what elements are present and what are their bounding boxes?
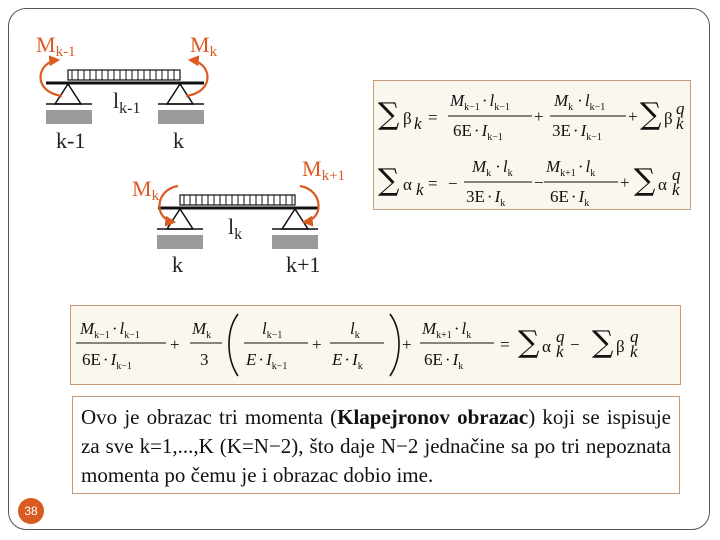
svg-text:−: − <box>534 173 544 192</box>
svg-text:6E·Ik: $6E \cdot I_k$ <box>424 350 464 372</box>
svg-text:=: = <box>428 174 438 193</box>
svg-text:+: + <box>402 335 412 354</box>
svg-text:=: = <box>428 108 438 127</box>
support-left-top <box>55 84 81 104</box>
svg-text:∑: ∑ <box>518 325 540 360</box>
svg-text:lk: $l_k$ <box>350 319 360 341</box>
beam-top <box>36 32 218 153</box>
beam-bottom <box>132 156 345 277</box>
svg-text:Mk+1·lk: $M_{k+1} \cdot l_k$ <box>422 319 472 341</box>
svg-text:+: + <box>620 173 630 192</box>
svg-text:Mk−1·lk−1: $M_{k-1} \cdot l_{k-1}$ <box>80 319 140 341</box>
svg-text:∑: ∑ <box>592 325 614 360</box>
formula-three-moment <box>76 314 639 376</box>
svg-text:Mk−1·lk−1: $M_{k-1} \cdot l_{k-1}$ <box>450 91 510 113</box>
moment-label-right-top: Mk <box>190 32 218 60</box>
node-label-left-top: k-1 <box>56 128 86 153</box>
svg-text:β: β <box>616 337 625 356</box>
svg-text:∑: ∑ <box>378 97 400 132</box>
svg-text:−: − <box>448 174 458 193</box>
svg-text:α: α <box>658 175 667 194</box>
formula-sum-beta <box>378 91 685 143</box>
svg-text:+: + <box>628 107 638 126</box>
svg-text:k: k <box>676 114 684 133</box>
svg-text:E·Ik: $E \cdot I_k$ <box>332 350 363 372</box>
ground-right-top <box>158 110 204 124</box>
page-number-badge: 38 <box>18 498 44 524</box>
svg-text:k: k <box>672 180 680 199</box>
svg-text:−: − <box>570 335 580 354</box>
svg-text:β: β <box>664 109 673 128</box>
svg-text:k: k <box>416 180 424 199</box>
svg-text:6E·Ik−1: $6E \cdot I_{k-1}$ <box>453 121 503 143</box>
distributed-load-top <box>68 70 180 80</box>
svg-text:3E·Ik: $3E \cdot I_k$ <box>466 187 506 209</box>
moment-arrow-right-bottom <box>300 186 319 222</box>
support-right-bottom <box>282 209 308 229</box>
svg-text:q: q <box>676 99 685 118</box>
svg-text:+: + <box>170 335 180 354</box>
moment-label-left-bottom: Mk <box>132 176 160 204</box>
formula-sum-alpha <box>378 157 681 209</box>
ground-right-bottom <box>272 235 318 249</box>
svg-text:∑: ∑ <box>640 97 662 132</box>
svg-text:+: + <box>312 335 322 354</box>
svg-text:q: q <box>672 165 681 184</box>
ground-left-top <box>46 110 92 124</box>
svg-text:∑: ∑ <box>378 163 400 198</box>
svg-text:3: 3 <box>200 350 209 369</box>
svg-text:Mk: $M_k$ <box>192 319 212 341</box>
explanation-text <box>72 396 680 494</box>
explanation-bold: Klapejronov obrazac <box>337 405 529 429</box>
support-right-top <box>167 84 193 104</box>
moment-arrow-left-top <box>41 60 63 96</box>
svg-text:∑: ∑ <box>634 163 656 198</box>
svg-text:3E·Ik−1: $3E \cdot I_{k-1}$ <box>552 121 602 143</box>
svg-text:Mk·lk−1: $M_k \cdot l_{k-1}$ <box>554 91 606 113</box>
explanation-part2: ) koji se ispisuje za sve k=1,...,K (K=N−2), što daje N−2 jednačine sa po tri nepoznata momenta po čemu je i obrazac dobio ime. <box>81 405 671 487</box>
svg-text:6E·Ik: $6E \cdot I_k$ <box>550 187 590 209</box>
svg-text:Mk·lk: $M_k \cdot l_k$ <box>472 157 513 179</box>
span-label-top: $l_{k-1}$ <box>113 88 141 117</box>
svg-text:+: + <box>534 107 544 126</box>
svg-text:k: k <box>630 342 638 361</box>
svg-text:k: k <box>414 114 422 133</box>
support-left-bottom <box>167 209 193 229</box>
moment-arrow-right-top <box>186 60 208 96</box>
svg-text:6E·Ik−1: $6E \cdot I_{k-1}$ <box>82 350 132 372</box>
moment-label-right-bottom: Mk+1 <box>302 156 346 184</box>
svg-text:β: β <box>403 109 412 128</box>
svg-text:lk−1: $l_{k-1}$ <box>262 319 283 341</box>
svg-text:q: q <box>630 327 639 346</box>
ground-left-bottom <box>157 235 203 249</box>
svg-text:α: α <box>403 175 412 194</box>
svg-text:k: k <box>556 342 564 361</box>
svg-text:=: = <box>500 335 510 354</box>
svg-text:q: q <box>556 327 565 346</box>
node-label-right-top: k <box>173 128 184 153</box>
moment-label-left-top: Mk-1 <box>36 32 76 60</box>
node-label-left-bottom: k <box>172 252 183 277</box>
span-label-bottom: $l_k$ <box>228 214 243 243</box>
svg-text:α: α <box>542 337 551 356</box>
explanation-part1: Ovo je obrazac tri momenta ( <box>81 405 338 429</box>
svg-text:Mk+1·lk: $M_{k+1} \cdot l_k$ <box>546 157 596 179</box>
node-label-right-bottom: k+1 <box>286 252 321 277</box>
svg-text:E·Ik−1: $E \cdot I_{k-1}$ <box>246 350 288 372</box>
